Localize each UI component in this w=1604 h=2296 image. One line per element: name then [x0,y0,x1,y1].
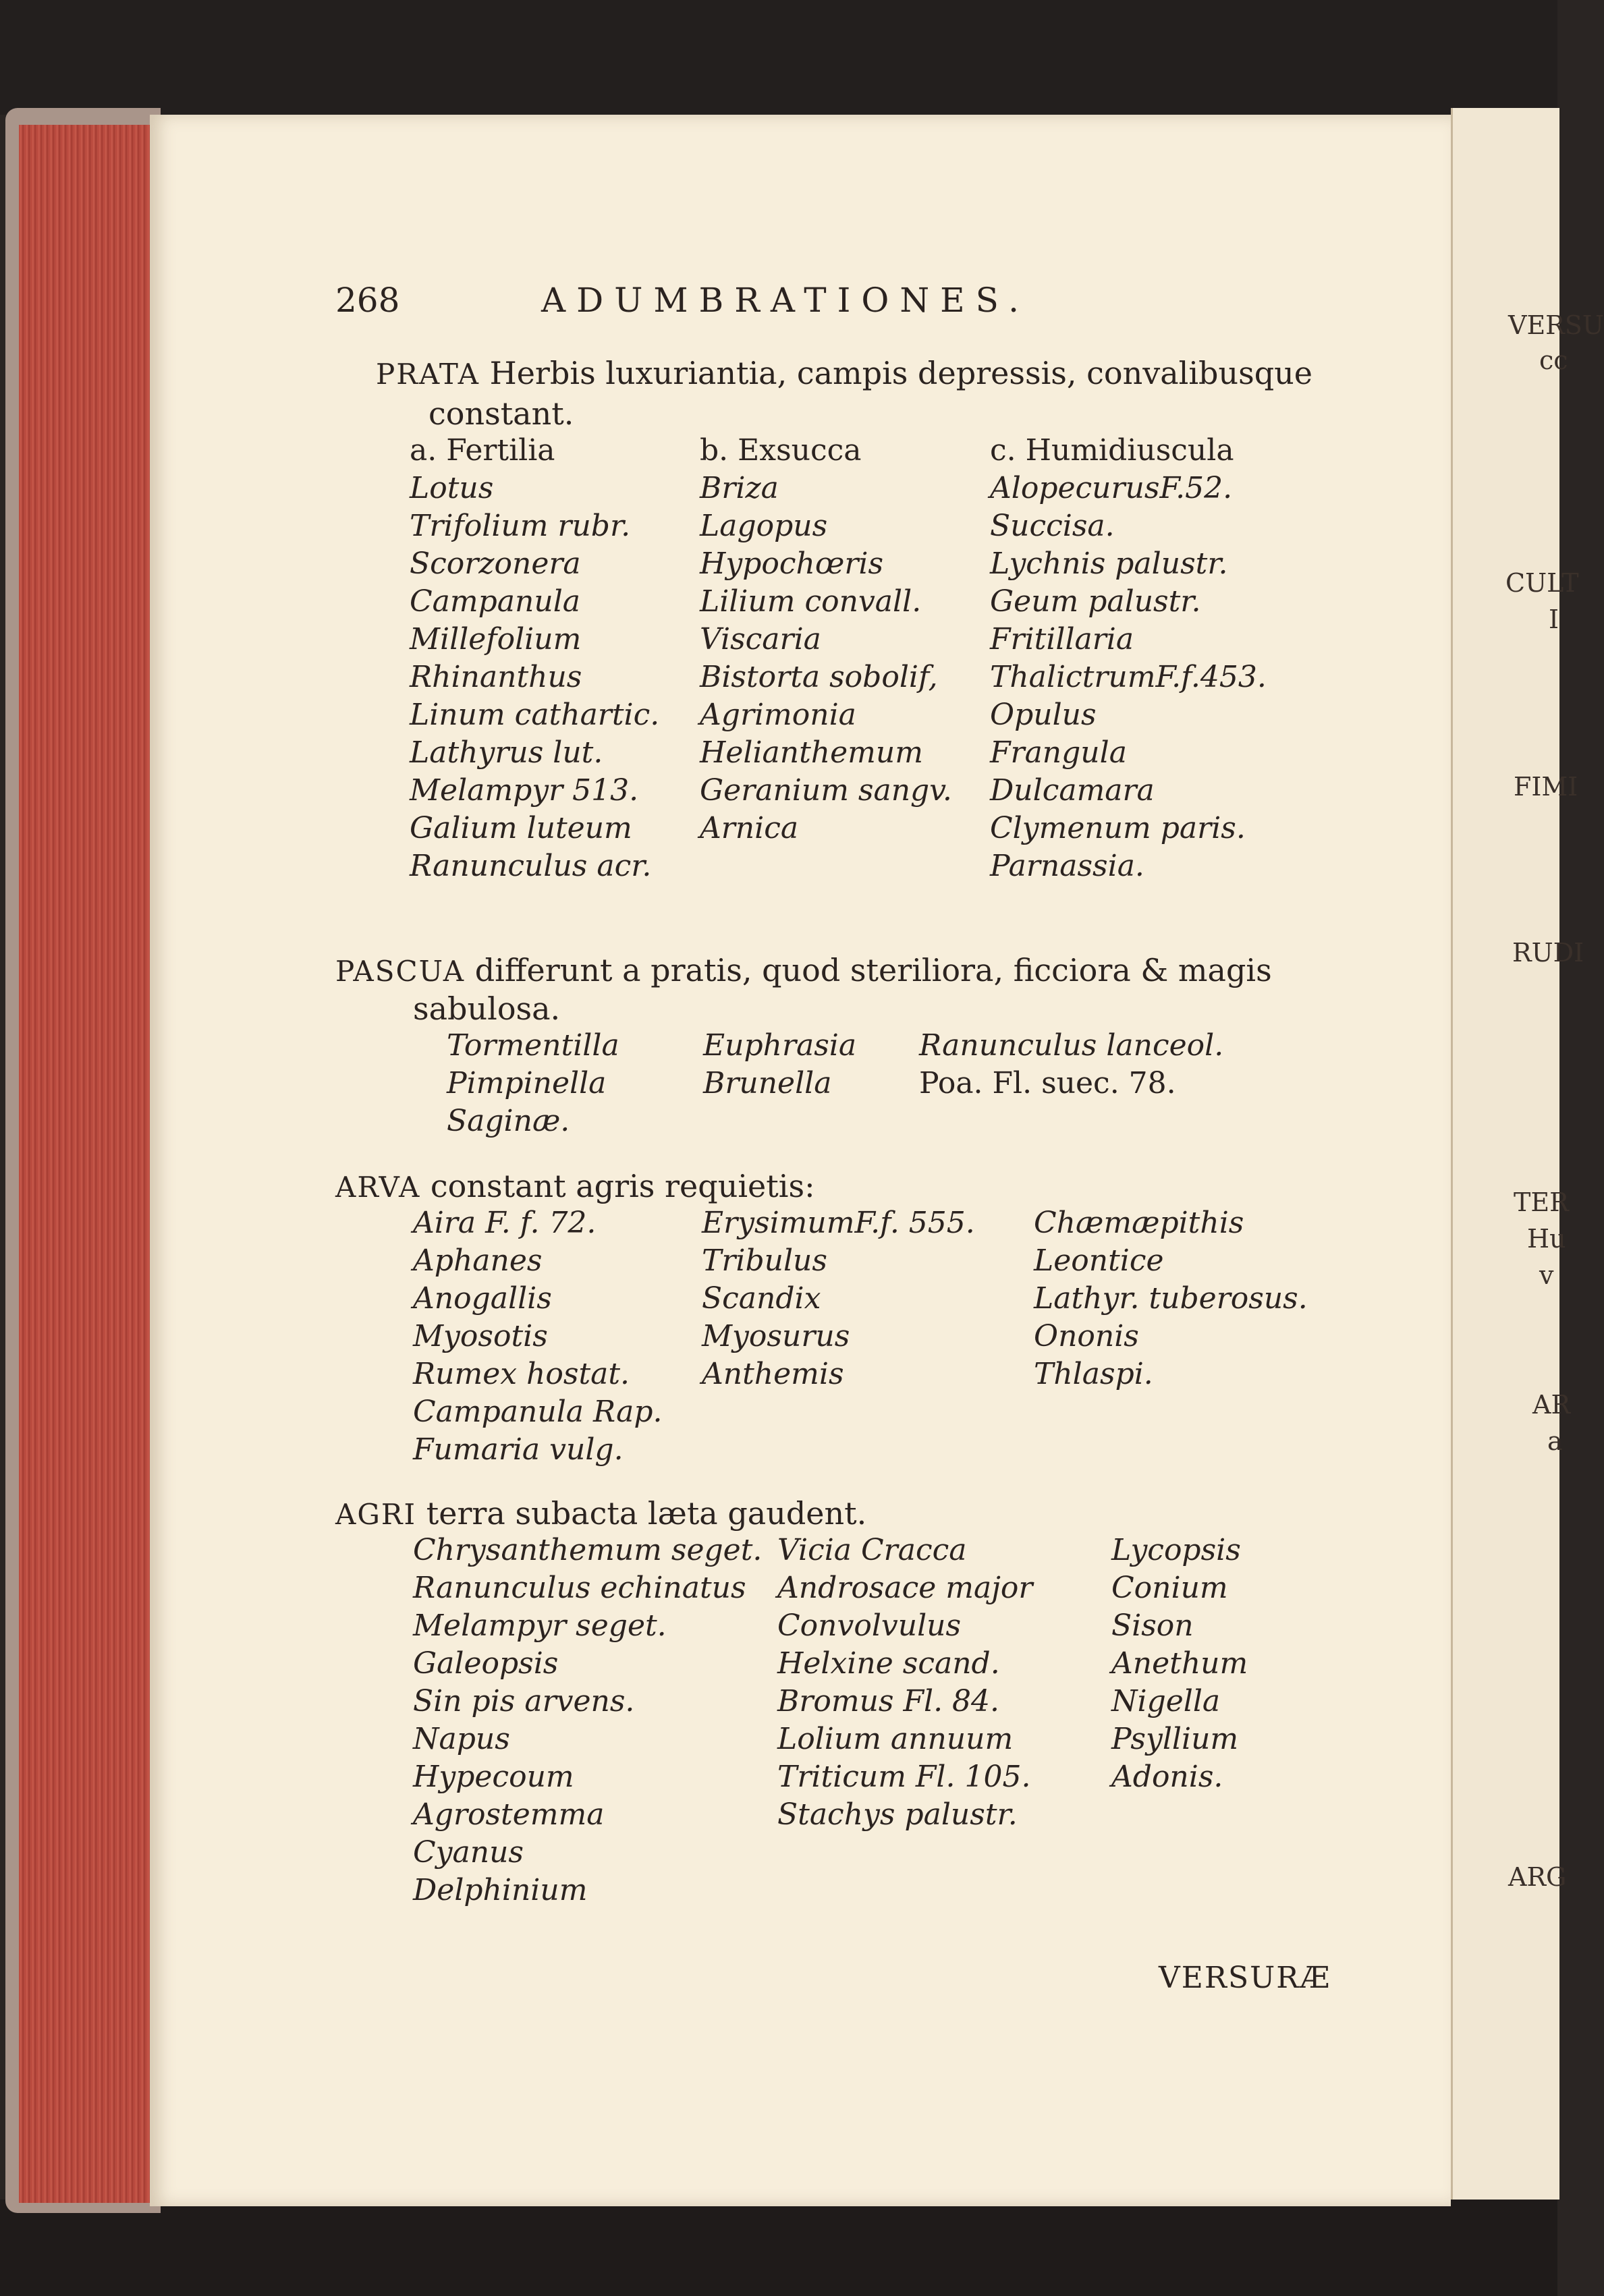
plant-name: Tribulus [702,1243,827,1278]
plant-name: Vicia Cracca [777,1533,967,1567]
plant-name: Bromus Fl. 84. [777,1684,1000,1718]
plant-name: Geum palustr. [990,584,1201,619]
plant-name: Dulcamara [990,773,1155,808]
plant-name: Conium [1111,1571,1228,1605]
plant-name: Cyanus [413,1835,524,1870]
facing-fragment: RUDI [1512,938,1584,968]
plant-name: Chrysanthemum seget. [413,1533,763,1567]
plant-name: Linum cathartic. [410,698,660,732]
facing-fragment: Hu [1527,1224,1566,1254]
agri-column-1 [413,1532,762,1909]
book-page [150,115,1451,2206]
plant-name: Nigella [1111,1684,1221,1718]
plant-name: Lilium convall. [700,584,922,619]
section-prata-line1 [376,355,1313,391]
plant-name: Anethum [1111,1646,1248,1681]
plant-name: Ranunculus acr. [410,849,652,883]
plant-name: Lychnis palustr. [990,547,1228,581]
section-agri-text: terra subacta læta gaudent. [426,1495,867,1532]
pascua-column-1 [447,1027,619,1140]
plant-name: Tormentilla [447,1028,619,1063]
plant-name: Ranunculus echinatus [413,1571,746,1605]
plant-name: Trifolium rubr. [410,509,631,543]
arva-column-2 [702,1204,975,1393]
prata-column-a [410,432,659,885]
plant-name: Hypochœris [700,547,884,581]
plant-name: Triticum Fl. 105. [777,1760,1031,1794]
facing-fragment: VERSU [1508,310,1604,340]
plant-name: Lycopsis [1111,1533,1241,1567]
facing-fragment: TER [1514,1187,1569,1217]
plant-name: Myosotis [413,1319,548,1353]
plant-name: Millefolium [410,622,582,656]
plant-name: Saginæ. [447,1104,570,1138]
section-prata-line2: constant. [428,395,574,432]
column-header: a. Fertilia [410,433,555,468]
plant-name: Agrimonia [700,698,856,732]
plant-name: Viscaria [700,622,821,656]
section-agri-line1 [335,1495,867,1532]
plant-name: Arnica [700,811,799,845]
plant-name: Androsace major [777,1571,1033,1605]
plant-name: Fumaria vulg. [413,1432,624,1467]
plant-name: Convolvulus [777,1608,962,1643]
plant-name: Lathyr. tuberosus. [1034,1281,1308,1316]
plant-name: Agrostemma [413,1797,605,1832]
red-page-edges [19,125,151,2203]
section-pascua-line1 [335,952,1272,988]
plant-name: Melampyr seget. [413,1608,667,1643]
plant-name: Ranunculus lanceol. [919,1028,1224,1063]
facing-page [1451,108,1604,2200]
plant-name: Ononis [1034,1319,1139,1353]
plant-name: Succisa. [990,509,1115,543]
plant-name: Rhinanthus [410,660,582,694]
prata-column-b [700,432,952,847]
background-bottom [0,2200,1557,2296]
plant-name: Galeopsis [413,1646,559,1681]
plant-name: ErysimumF.f. 555. [702,1206,975,1240]
plant-name: Bistorta sobolif, [700,660,938,694]
background-top [0,0,1557,115]
plant-name: Briza [700,471,779,505]
plant-name: Lotus [410,471,494,505]
plant-name: Aphanes [413,1243,543,1278]
plant-name: Poa. Fl. suec. 78. [919,1066,1176,1100]
section-arva-line1 [335,1168,815,1204]
plant-name: Myosurus [702,1319,850,1353]
plant-name: Psyllium [1111,1722,1239,1756]
plant-name: Thlaspi. [1034,1357,1153,1391]
column-header: b. Exsucca [700,433,862,468]
plant-name: Campanula [410,584,580,619]
arva-column-1 [413,1204,663,1469]
facing-fragment: a [1547,1426,1563,1456]
catchword: VERSURÆ [1159,1961,1331,1995]
column-header: c. Humidiuscula [990,433,1234,468]
plant-name: Helxine scand. [777,1646,1000,1681]
plant-name: Aira F. f. 72. [413,1206,597,1240]
plant-name: Geranium sangv. [700,773,952,808]
section-prata-text: Herbis luxuriantia, campis depressis, convalibusque [489,355,1313,391]
plant-name: Opulus [990,698,1097,732]
plant-name: Brunella [703,1066,832,1100]
plant-name: AlopecurusF.52. [990,471,1233,505]
plant-name: Hypecoum [413,1760,574,1794]
plant-name: Galium luteum [410,811,632,845]
plant-name: Rumex hostat. [413,1357,630,1391]
arva-column-3 [1034,1204,1308,1393]
plant-name: Chæmæpithis [1034,1206,1244,1240]
plant-name: Anogallis [413,1281,552,1316]
facing-fragment: CULT [1505,568,1579,598]
plant-name: Campanula Rap. [413,1395,663,1429]
section-pascua-line2: sabulosa. [413,990,561,1027]
plant-name: Sison [1111,1608,1194,1643]
facing-fragment: AR [1532,1390,1571,1420]
running-head: ADUMBRATIONES. [541,281,1030,320]
plant-name: Clymenum paris. [990,811,1246,845]
page-number: 268 [335,281,400,320]
plant-name: Leontice [1034,1243,1164,1278]
section-arva-text: constant agris requietis: [430,1168,815,1204]
pascua-column-2 [703,1027,856,1102]
plant-name: Pimpinella [447,1066,607,1100]
plant-name: Anthemis [702,1357,844,1391]
plant-name: Scorzonera [410,547,581,581]
plant-name: Lathyrus lut. [410,735,603,770]
facing-fragment: v [1539,1260,1554,1290]
plant-name: Adonis. [1111,1760,1223,1794]
plant-name: ThalictrumF.f.453. [990,660,1267,694]
plant-name: Stachys palustr. [777,1797,1018,1832]
facing-fragment: FIMI [1514,772,1578,802]
plant-name: Lolium annuum [777,1722,1014,1756]
facing-fragment: ARG [1508,1862,1567,1892]
agri-column-2 [777,1532,1032,1834]
section-title-agri: AGRI [335,1498,417,1531]
plant-name: Napus [413,1722,510,1756]
facing-fragment: I [1549,605,1559,634]
plant-name: Helianthemum [700,735,923,770]
section-title-arva: ARVA [335,1171,421,1204]
plant-name: Sin pis arvens. [413,1684,635,1718]
section-title-prata: PRATA [376,358,480,391]
prata-column-c [990,432,1267,885]
section-title-pascua: PASCUA [335,955,466,988]
plant-name: Delphinium [413,1873,588,1907]
plant-name: Frangula [990,735,1127,770]
facing-fragment: cc [1539,345,1568,375]
plant-name: Lagopus [700,509,828,543]
plant-name: Parnassia. [990,849,1144,883]
agri-column-3 [1111,1532,1248,1796]
plant-name: Melampyr 513. [410,773,639,808]
section-pascua-text: differunt a pratis, quod steriliora, ficciora & magis [474,952,1272,988]
plant-name: Fritillaria [990,622,1134,656]
plant-name: Euphrasia [703,1028,857,1063]
plant-name: Scandix [702,1281,821,1316]
pascua-column-3 [919,1027,1223,1102]
